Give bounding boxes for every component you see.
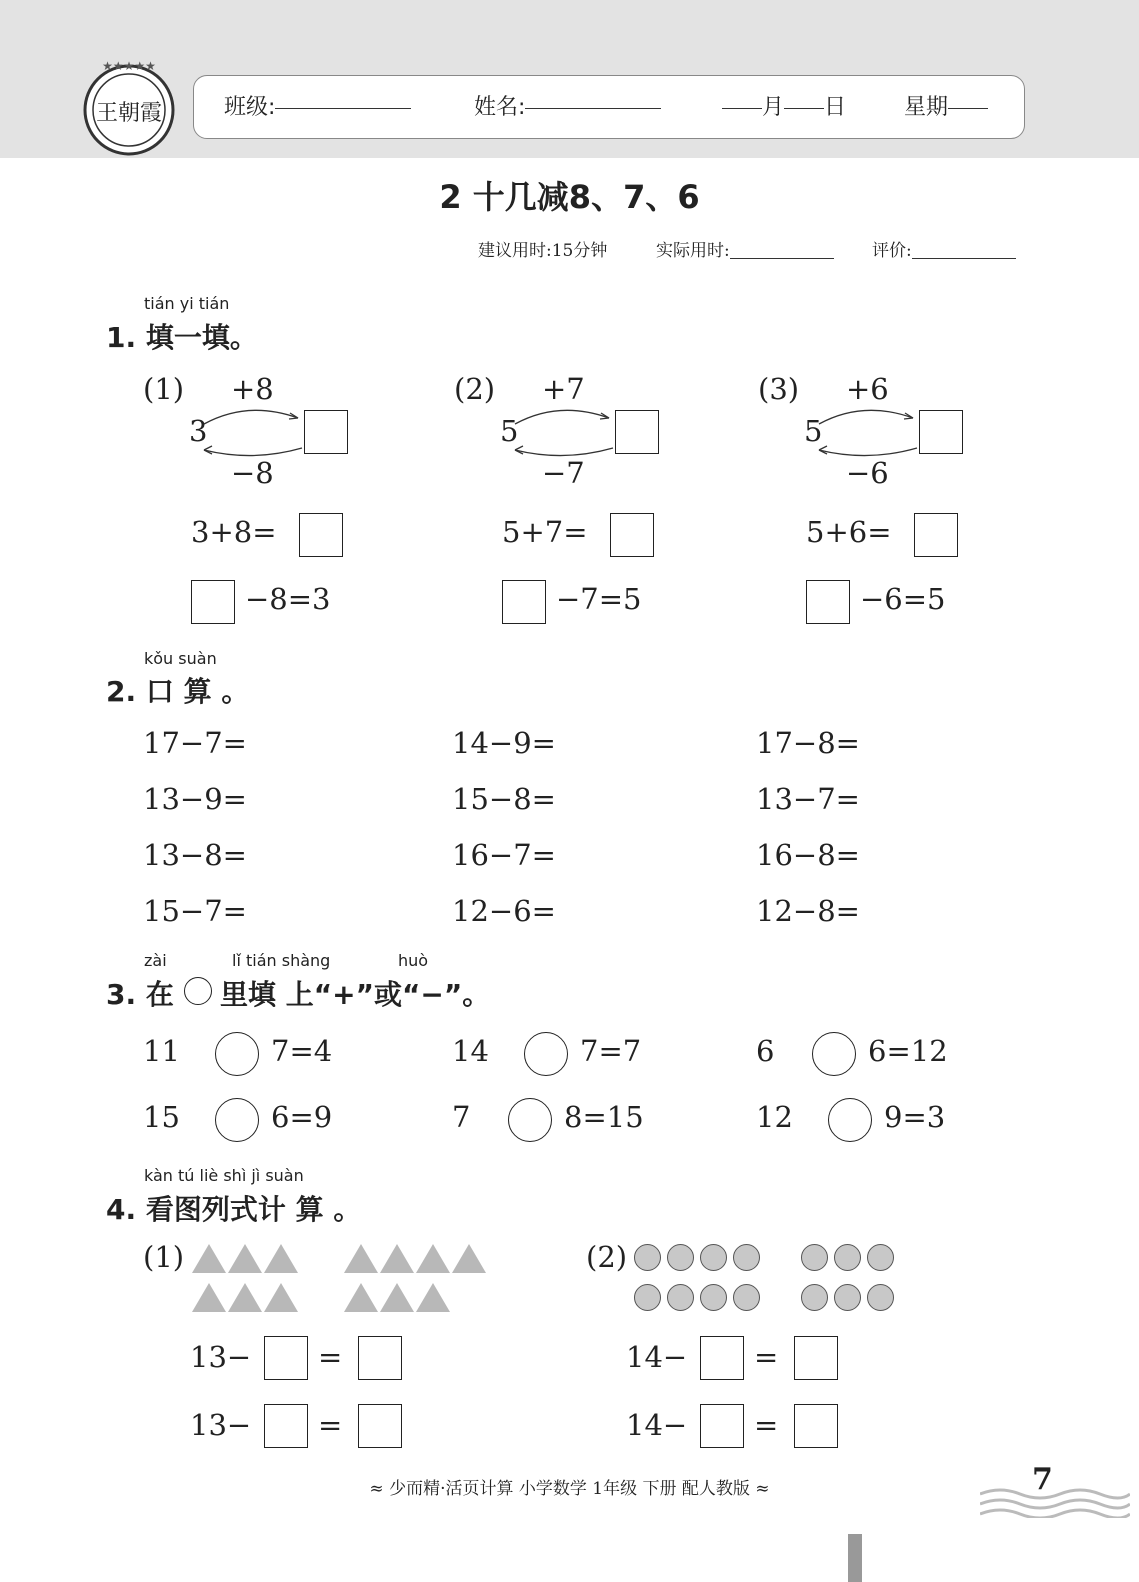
day-field[interactable]: [784, 76, 824, 109]
q3-left-number: 14: [452, 1034, 489, 1068]
q1-arrow-loop: [509, 402, 619, 462]
q1-equation-sub: −6=5: [860, 582, 946, 616]
q1-equation-add: 3+8=: [191, 515, 277, 549]
q4-prefix: 14−: [626, 1340, 688, 1374]
q3-pinyin-huo: huò: [398, 951, 429, 970]
q2-equation: 17−7=: [143, 726, 247, 760]
circle-shape: [834, 1284, 861, 1311]
q3-left-number: 7: [452, 1100, 471, 1134]
triangle-shape: [452, 1244, 486, 1273]
circle-shape: [634, 1284, 661, 1311]
q3-operator-circle[interactable]: [508, 1098, 552, 1142]
q3-right-expression: 8=15: [564, 1100, 644, 1134]
q1-answer-box[interactable]: [806, 580, 850, 624]
q1-equation-sub: −8=3: [245, 582, 331, 616]
q1-minus-op: −7: [542, 456, 585, 490]
triangle-shape: [416, 1283, 450, 1312]
q4-answer-box[interactable]: [264, 1336, 308, 1380]
q4-part2-label: (2): [586, 1240, 628, 1274]
footer-text: ≈ 少而精·活页计算 小学数学 1年级 下册 配人教版 ≈: [369, 1479, 770, 1499]
circle-shape: [867, 1244, 894, 1271]
q1-equation-sub: −7=5: [556, 582, 642, 616]
q1-heading: 1. 填一填。: [106, 321, 258, 354]
svg-text:★★★★★: ★★★★★: [102, 59, 156, 73]
q2-equation: 15−8=: [452, 782, 556, 816]
q1-arrow-box[interactable]: [919, 410, 963, 454]
q1-arrow-loop: [813, 402, 923, 462]
q4-answer-box[interactable]: [794, 1336, 838, 1380]
month-label: 月: [762, 95, 785, 120]
q4-pinyin: kàn tú liè shì jì suàn: [144, 1166, 304, 1185]
q3-heading-circle: [184, 977, 212, 1005]
q1-arrow-box[interactable]: [615, 410, 659, 454]
q1-answer-box[interactable]: [502, 580, 546, 624]
q1-arrow-loop: [198, 402, 308, 462]
circle-shape: [834, 1244, 861, 1271]
triangle-shape: [228, 1244, 262, 1273]
actual-time-field[interactable]: [730, 236, 834, 259]
q3-operator-circle[interactable]: [215, 1032, 259, 1076]
q1-minus-op: −8: [231, 456, 274, 490]
q2-equation: 12−6=: [452, 894, 556, 928]
triangle-shape: [344, 1244, 378, 1273]
q1-answer-box[interactable]: [299, 513, 343, 557]
page-edge-mark: [848, 1534, 862, 1582]
day-label: 日: [824, 95, 847, 120]
rating-label: 评价:: [872, 241, 912, 261]
q4-equals: =: [318, 1340, 343, 1374]
circle-shape: [733, 1244, 760, 1271]
triangle-shape: [192, 1244, 226, 1273]
page-number: 7: [1032, 1462, 1053, 1497]
q1-plus-op: +8: [231, 372, 274, 406]
circle-shape: [867, 1284, 894, 1311]
publisher-logo: [80, 58, 178, 156]
q4-answer-box[interactable]: [700, 1336, 744, 1380]
q3-pinyin-zai: zài: [144, 951, 167, 970]
q1-start-number: 5: [804, 414, 823, 448]
actual-time-label: 实际用时:: [656, 241, 730, 261]
q4-prefix: 14−: [626, 1408, 688, 1442]
triangle-shape: [380, 1244, 414, 1273]
q3-operator-circle[interactable]: [828, 1098, 872, 1142]
circle-shape: [667, 1284, 694, 1311]
q4-equals: =: [754, 1408, 779, 1442]
q1-minus-op: −6: [846, 456, 889, 490]
triangle-shape: [344, 1283, 378, 1312]
q3-operator-circle[interactable]: [215, 1098, 259, 1142]
q1-plus-op: +7: [542, 372, 585, 406]
q2-equation: 16−8=: [756, 838, 860, 872]
q3-right-expression: 6=9: [271, 1100, 333, 1134]
q2-equation: 15−7=: [143, 894, 247, 928]
triangle-shape: [416, 1244, 450, 1273]
q4-equals: =: [754, 1340, 779, 1374]
class-label: 班级:: [224, 95, 276, 120]
circle-shape: [700, 1244, 727, 1271]
suggested-time: 建议用时:15分钟: [478, 241, 608, 261]
triangle-shape: [192, 1283, 226, 1312]
triangle-shape: [380, 1283, 414, 1312]
svg-text:王朝霞: 王朝霞: [95, 101, 163, 126]
rating-field[interactable]: [912, 236, 1016, 259]
q4-part1-label: (1): [143, 1240, 185, 1274]
q1-item-label: (2): [454, 372, 496, 406]
q4-answer-box[interactable]: [264, 1404, 308, 1448]
q2-equation: 13−8=: [143, 838, 247, 872]
month-field[interactable]: [722, 76, 762, 109]
q3-right-expression: 7=7: [580, 1034, 642, 1068]
circle-shape: [801, 1244, 828, 1271]
q4-prefix: 13−: [190, 1408, 252, 1442]
q4-answer-box[interactable]: [794, 1404, 838, 1448]
q1-answer-box[interactable]: [914, 513, 958, 557]
q1-equation-add: 5+6=: [806, 515, 892, 549]
q2-equation: 13−7=: [756, 782, 860, 816]
q2-pinyin: kǒu suàn: [144, 649, 217, 668]
q4-heading: 4. 看图列式计 算 。: [106, 1193, 362, 1226]
q1-equation-add: 5+7=: [502, 515, 588, 549]
q3-heading-end: 里填 上“+”或“−”。: [220, 978, 491, 1011]
q4-answer-box[interactable]: [358, 1336, 402, 1380]
q2-equation: 17−8=: [756, 726, 860, 760]
name-label: 姓名:: [474, 95, 526, 120]
weekday-label: 星期: [904, 95, 949, 120]
q2-heading: 2. 口 算 。: [106, 675, 250, 708]
q1-item-label: (1): [143, 372, 185, 406]
q4-equals: =: [318, 1408, 343, 1442]
q3-left-number: 15: [143, 1100, 180, 1134]
class-field[interactable]: [275, 76, 411, 109]
q2-equation: 16−7=: [452, 838, 556, 872]
q1-plus-op: +6: [846, 372, 889, 406]
q4-answer-box[interactable]: [358, 1404, 402, 1448]
q2-equation: 14−9=: [452, 726, 556, 760]
q1-answer-box[interactable]: [191, 580, 235, 624]
q1-start-number: 3: [189, 414, 208, 448]
q3-right-expression: 9=3: [884, 1100, 946, 1134]
q1-arrow-box[interactable]: [304, 410, 348, 454]
q3-right-expression: 7=4: [271, 1034, 333, 1068]
weekday-field[interactable]: [948, 76, 988, 109]
circle-shape: [801, 1284, 828, 1311]
triangle-shape: [228, 1283, 262, 1312]
q3-operator-circle[interactable]: [812, 1032, 856, 1076]
q3-operator-circle[interactable]: [524, 1032, 568, 1076]
circle-shape: [667, 1244, 694, 1271]
q3-pinyin-li: lǐ tián shàng: [232, 951, 331, 970]
q3-left-number: 12: [756, 1100, 793, 1134]
q3-left-number: 11: [143, 1034, 180, 1068]
triangle-shape: [264, 1283, 298, 1312]
page-title: 2 十几减8、7、6: [439, 178, 700, 216]
q3-left-number: 6: [756, 1034, 775, 1068]
q4-prefix: 13−: [190, 1340, 252, 1374]
q3-right-expression: 6=12: [868, 1034, 948, 1068]
q2-equation: 13−9=: [143, 782, 247, 816]
q1-item-label: (3): [758, 372, 800, 406]
wave-decoration: [980, 1484, 1130, 1518]
q2-equation: 12−8=: [756, 894, 860, 928]
q1-pinyin: tián yi tián: [144, 294, 230, 313]
circle-shape: [634, 1244, 661, 1271]
circle-shape: [700, 1284, 727, 1311]
q1-start-number: 5: [500, 414, 519, 448]
circle-shape: [733, 1284, 760, 1311]
student-info-box: [193, 75, 1025, 139]
name-field[interactable]: [525, 76, 661, 109]
q1-answer-box[interactable]: [610, 513, 654, 557]
triangle-shape: [264, 1244, 298, 1273]
q4-answer-box[interactable]: [700, 1404, 744, 1448]
q3-heading-start: 3. 在: [106, 978, 174, 1011]
